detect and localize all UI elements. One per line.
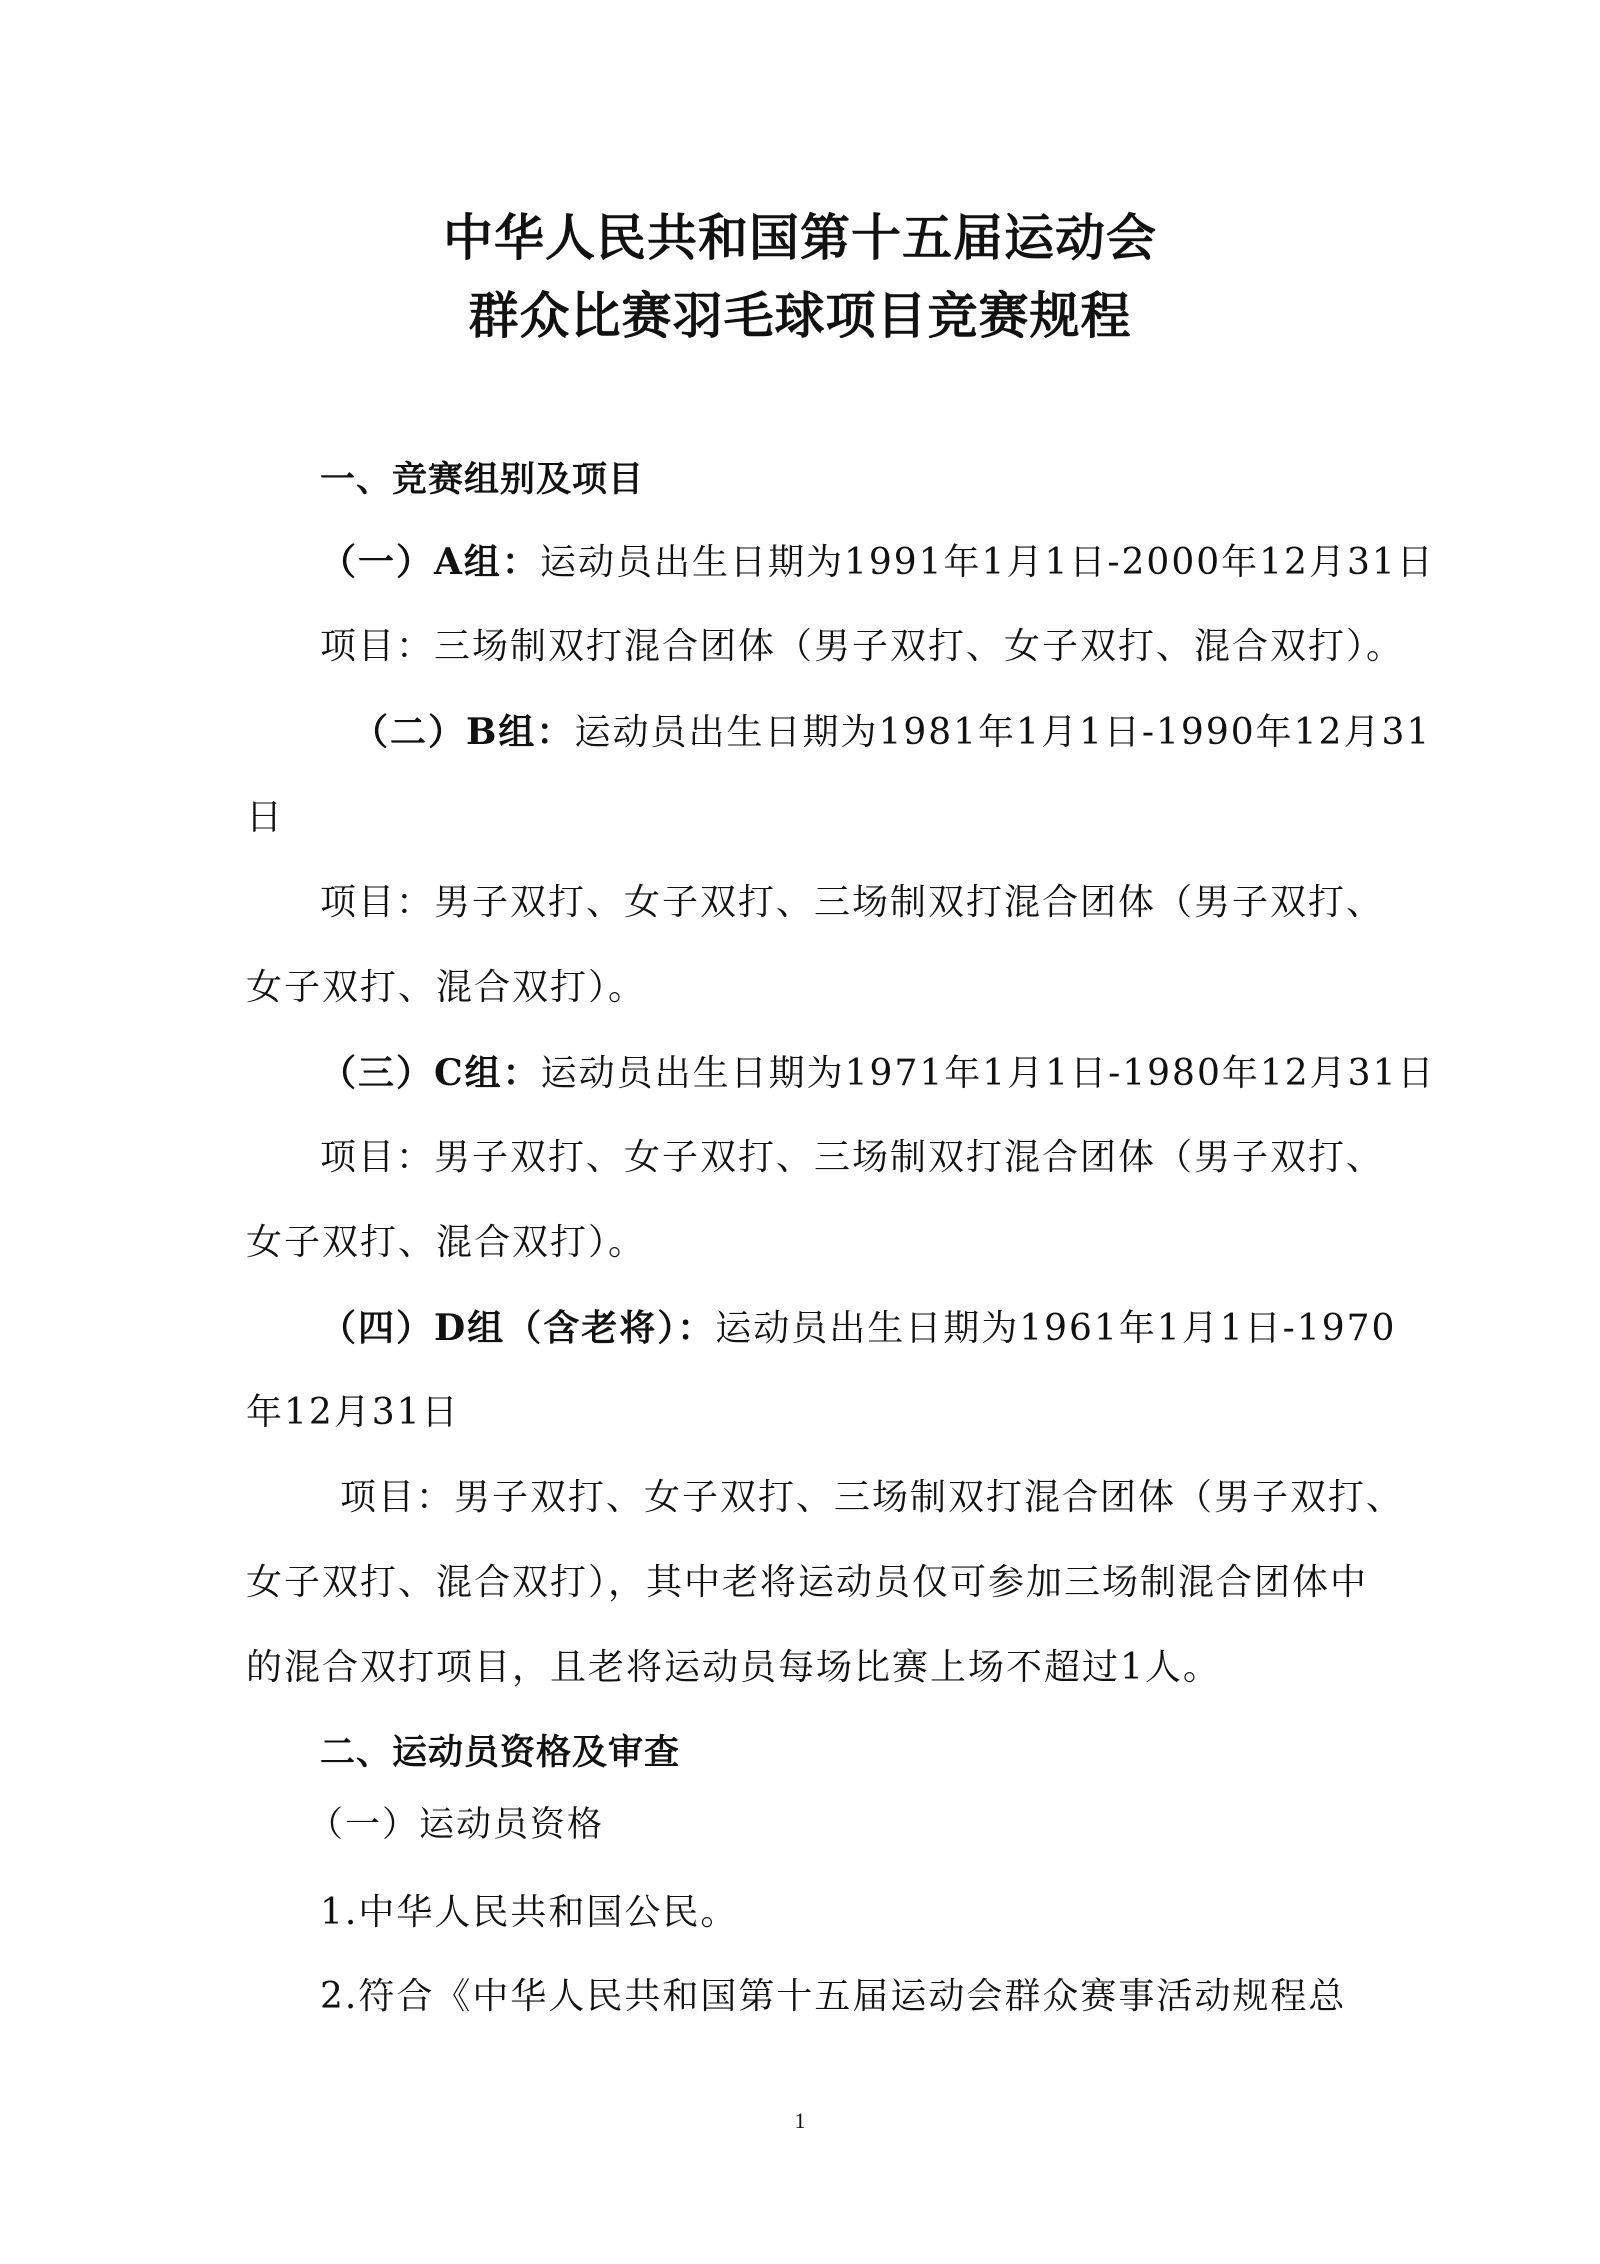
group-b-birth-dates: 运动员出生日期为1981年1月1日-1990年12月31 <box>574 712 1432 753</box>
group-c-paragraph <box>320 1048 1435 1099</box>
group-c-events-line-1: 项目：男子双打、女子双打、三场制双打混合团体（男子双打、 <box>320 1137 1385 1178</box>
group-a-label: （一）A组： <box>320 541 540 583</box>
group-a-paragraph <box>320 537 1435 588</box>
group-a-events: 项目：三场制双打混合团体（男子双打、女子双打、混合双打）。 <box>320 626 1405 667</box>
section-heading-athlete-eligibility: 二、运动员资格及审查 <box>320 1733 681 1773</box>
group-d-paragraph <box>320 1303 1396 1354</box>
qualification-item-2: 2.符合《中华人民共和国第十五届运动会群众赛事活动规程总 <box>320 1976 1347 2017</box>
group-c-birth-dates: 运动员出生日期为1971年1月1日-1980年12月31日 <box>540 1053 1436 1094</box>
group-d-birth-dates-continued: 年12月31日 <box>246 1392 460 1433</box>
group-d-events-line-2: 女子双打、混合双打），其中老将运动员仅可参加三场制混合团体中 <box>246 1562 1369 1603</box>
group-c-events-line-2: 女子双打、混合双打）。 <box>246 1222 647 1263</box>
subsection-heading-athlete-qualification: （一）运动员资格 <box>308 1805 605 1845</box>
group-d-label: （四）D组（含老将）： <box>320 1307 716 1349</box>
group-a-birth-dates: 运动员出生日期为1991年1月1日-2000年12月31日 <box>539 542 1435 583</box>
document-title-line-2: 群众比赛羽毛球项目竞赛规程 <box>468 286 1132 345</box>
group-c-label: （三）C组： <box>320 1052 541 1094</box>
group-b-birth-dates-continued: 日 <box>246 797 285 838</box>
group-b-label: （二）B组： <box>352 711 575 753</box>
document-title-line-1: 中华人民共和国第十五届运动会 <box>443 208 1157 267</box>
section-heading-competition-groups: 一、竞赛组别及项目 <box>320 460 645 500</box>
group-b-paragraph <box>352 707 1431 758</box>
group-d-birth-dates: 运动员出生日期为1961年1月1日-1970 <box>715 1308 1397 1349</box>
page-number: 1 <box>794 2108 806 2133</box>
group-b-events-line-2: 女子双打、混合双打）。 <box>246 967 647 1008</box>
group-b-events-line-1: 项目：男子双打、女子双打、三场制双打混合团体（男子双打、 <box>320 882 1385 923</box>
group-d-events-line-1: 项目：男子双打、女子双打、三场制双打混合团体（男子双打、 <box>340 1477 1405 1518</box>
qualification-item-1: 1.中华人民共和国公民。 <box>320 1892 739 1933</box>
group-d-events-line-3: 的混合双打项目，且老将运动员每场比赛上场不超过1人。 <box>246 1647 1221 1688</box>
